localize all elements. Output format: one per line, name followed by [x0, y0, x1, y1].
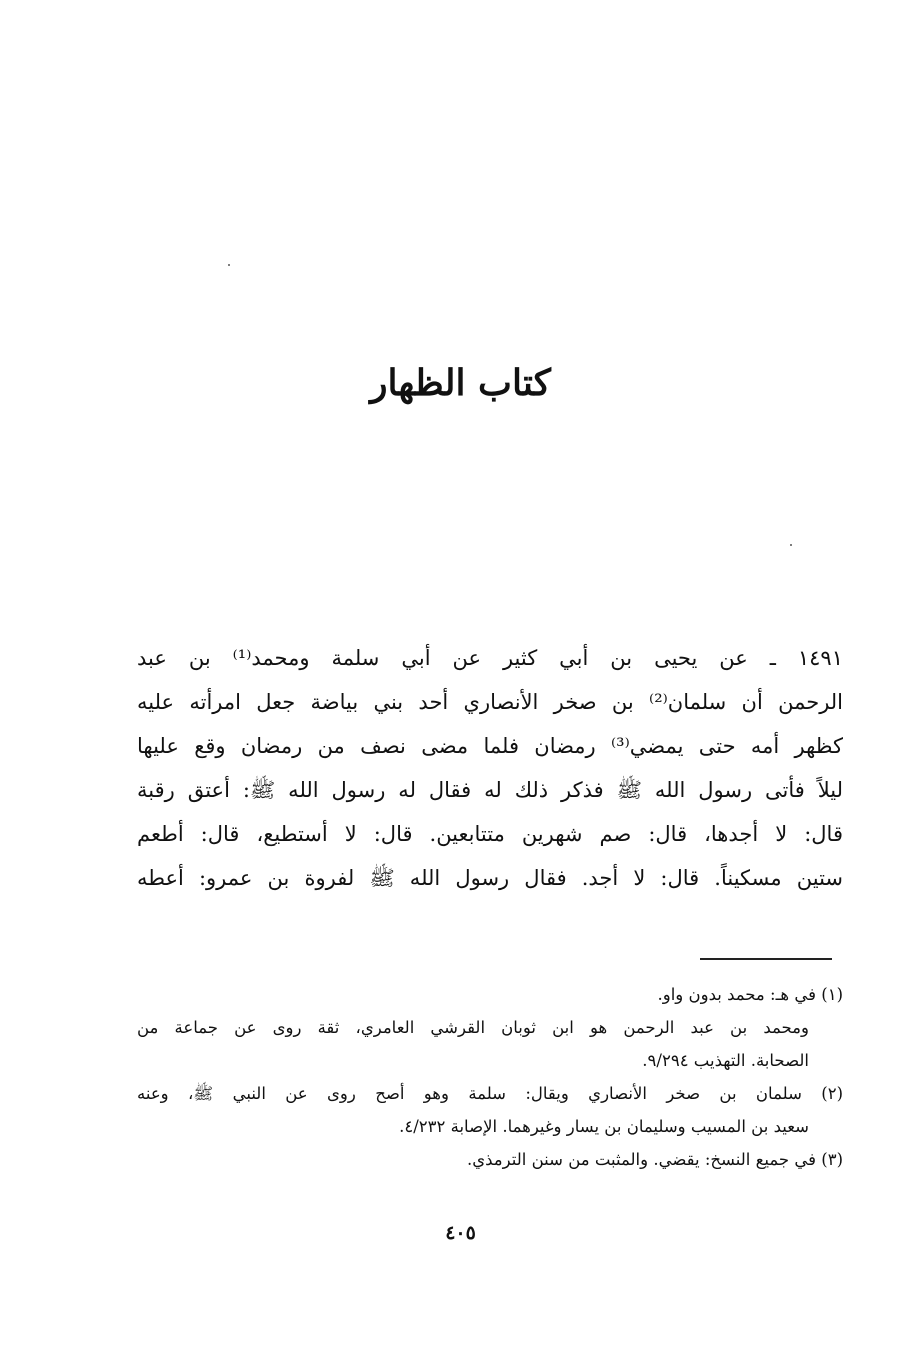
footnote-separator: [700, 958, 832, 960]
body-line: قال: لا أجدها، قال: صم شهرين متتابعين. قال: لا أستطيع، قال: أطعم: [137, 822, 843, 846]
footnote-line: الصحابة. التهذيب ٩/٢٩٤.: [642, 1051, 809, 1070]
body-line: كظهر أمه حتى يمضي⁽³⁾ رمضان فلما مضى نصف من رمضان وقع عليها: [137, 734, 843, 758]
page-number: ٤٠٥: [445, 1222, 476, 1244]
body-line: ١٤٩١ ـ عن يحيى بن أبي كثير عن أبي سلمة ومحمد⁽¹⁾ بن عبد: [137, 646, 843, 670]
footnote-line: (١) في هـ: محمد بدون واو.: [657, 985, 843, 1004]
body-line: ليلاً فأتى رسول الله ﷺ فذكر ذلك له فقال له رسول الله ﷺ: أعتق رقبة: [137, 778, 843, 802]
footnote-line: (٢) سلمان بن صخر الأنصاري ويقال: سلمة وهو أصح روى عن النبي ﷺ، وعنه: [137, 1084, 843, 1103]
footnote-line: سعيد بن المسيب وسليمان بن يسار وغيرهما. الإصابة ٤/٢٣٢.: [399, 1117, 809, 1136]
scan-speck: [228, 264, 230, 266]
body-line: ستين مسكيناً. قال: لا أجد. فقال رسول الله ﷺ لفروة بن عمرو: أعطه: [137, 866, 843, 890]
chapter-title: كتاب الظهار: [370, 362, 551, 404]
body-line: الرحمن أن سلمان⁽²⁾ بن صخر الأنصاري أحد بني بياضة جعل امرأته عليه: [137, 690, 844, 714]
footnote-line: ومحمد بن عبد الرحمن هو ابن ثوبان القرشي العامري، ثقة روى عن جماعة من: [137, 1018, 809, 1037]
hadith-text: [137, 636, 843, 900]
footnotes: [137, 978, 843, 1176]
scan-speck: [790, 544, 792, 546]
footnote-line: (٣) في جميع النسخ: يقضي. والمثبت من سنن الترمذي.: [466, 1150, 843, 1169]
